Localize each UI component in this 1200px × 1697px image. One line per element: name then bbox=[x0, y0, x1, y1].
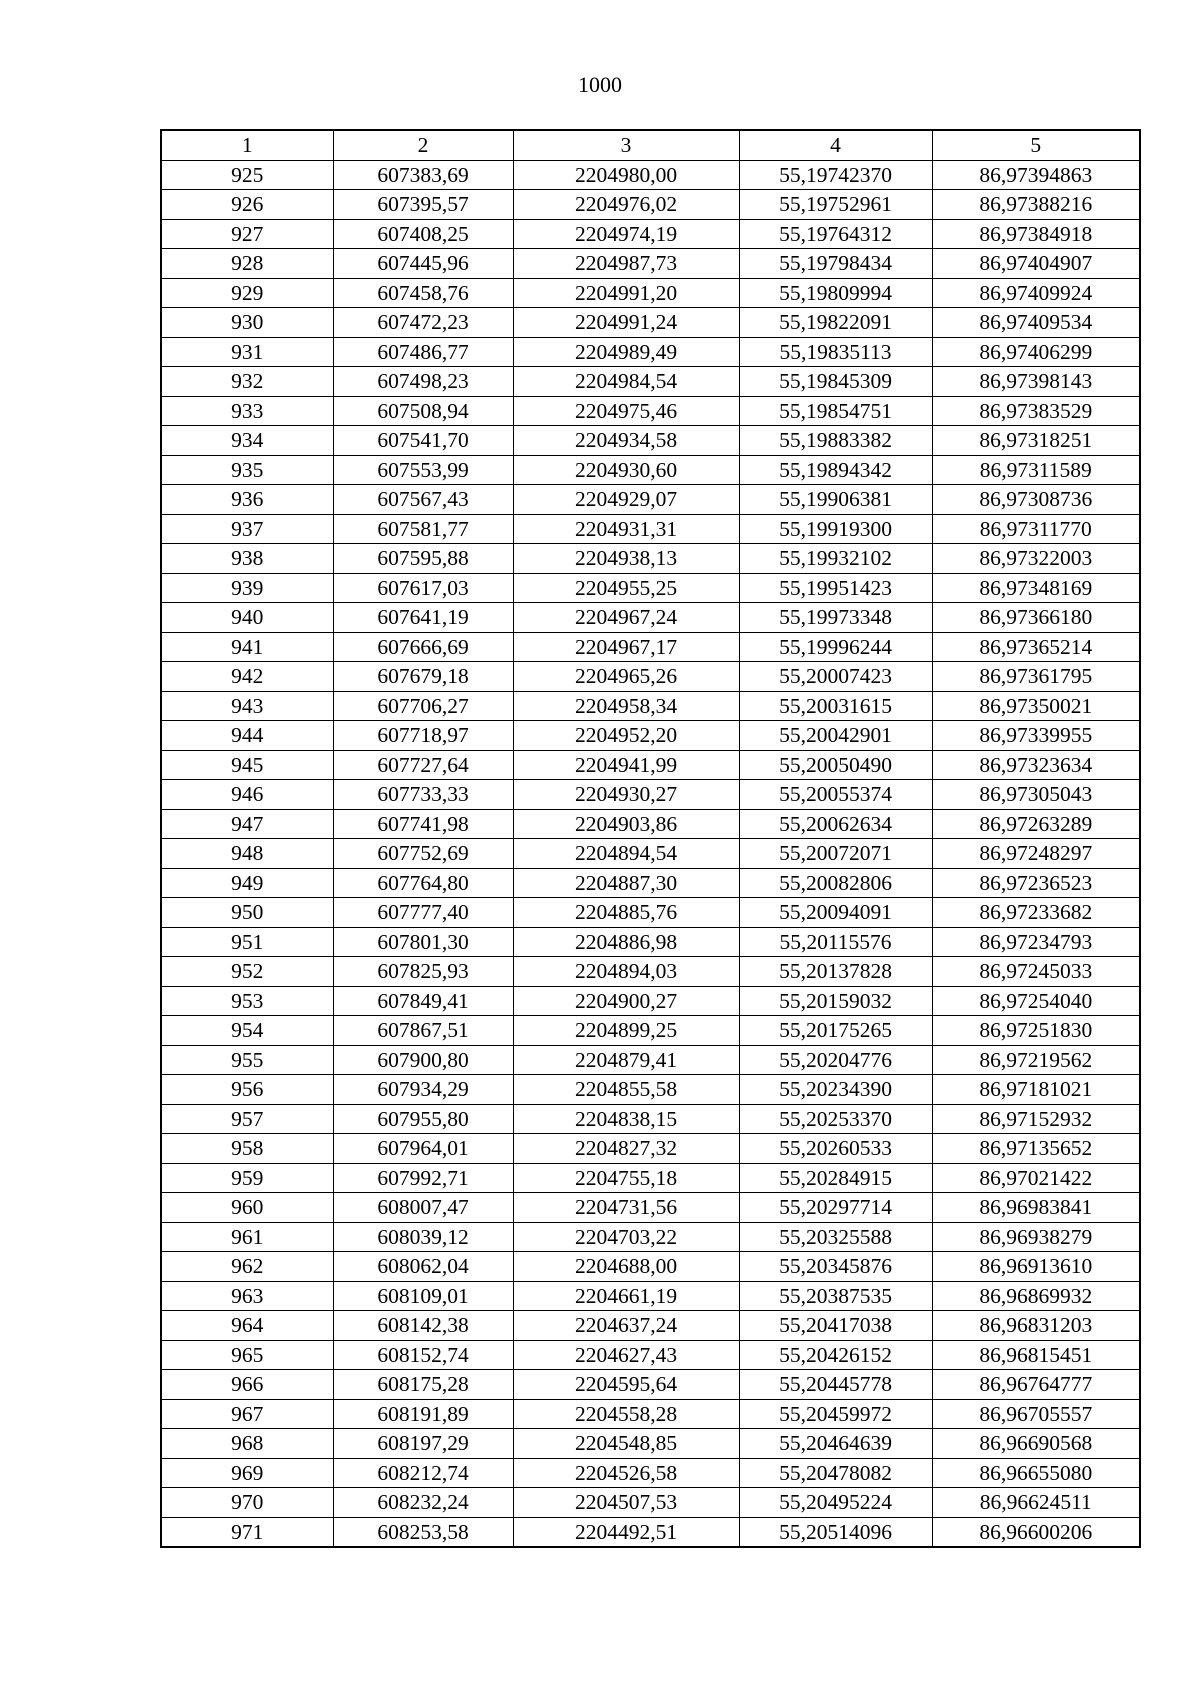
table-cell-col-5: 86,97388216 bbox=[932, 190, 1140, 220]
column-header-2: 2 bbox=[333, 130, 513, 160]
table-row bbox=[161, 1163, 1140, 1193]
table-cell-col-1: 956 bbox=[161, 1075, 333, 1105]
table-row bbox=[161, 1045, 1140, 1075]
table-cell-col-5: 86,96913610 bbox=[932, 1252, 1140, 1282]
table-cell-col-2: 607955,80 bbox=[333, 1104, 513, 1134]
table-cell-col-2: 607741,98 bbox=[333, 809, 513, 839]
table-row bbox=[161, 662, 1140, 692]
table-cell-col-1: 962 bbox=[161, 1252, 333, 1282]
table-cell-col-5: 86,97322003 bbox=[932, 544, 1140, 574]
table-cell-col-2: 607867,51 bbox=[333, 1016, 513, 1046]
table-cell-col-5: 86,97305043 bbox=[932, 780, 1140, 810]
table-row bbox=[161, 691, 1140, 721]
table-cell-col-2: 607752,69 bbox=[333, 839, 513, 869]
table-cell-col-1: 954 bbox=[161, 1016, 333, 1046]
table-cell-col-5: 86,97398143 bbox=[932, 367, 1140, 397]
table-cell-col-3: 2204755,18 bbox=[513, 1163, 739, 1193]
table-cell-col-1: 963 bbox=[161, 1281, 333, 1311]
page-number: 1000 bbox=[578, 72, 622, 97]
table-cell-col-2: 608253,58 bbox=[333, 1517, 513, 1547]
table-row bbox=[161, 544, 1140, 574]
table-cell-col-1: 939 bbox=[161, 573, 333, 603]
table-header bbox=[161, 130, 1140, 160]
table-cell-col-5: 86,97236523 bbox=[932, 868, 1140, 898]
table-row bbox=[161, 632, 1140, 662]
table-cell-col-1: 942 bbox=[161, 662, 333, 692]
table-row bbox=[161, 485, 1140, 515]
table-cell-col-4: 55,20062634 bbox=[739, 809, 932, 839]
table-cell-col-5: 86,96938279 bbox=[932, 1222, 1140, 1252]
table-row bbox=[161, 839, 1140, 869]
table-cell-col-1: 957 bbox=[161, 1104, 333, 1134]
table-cell-col-2: 607964,01 bbox=[333, 1134, 513, 1164]
table-row bbox=[161, 1222, 1140, 1252]
table-cell-col-1: 926 bbox=[161, 190, 333, 220]
table-cell-col-4: 55,20260533 bbox=[739, 1134, 932, 1164]
table-cell-col-2: 608197,29 bbox=[333, 1429, 513, 1459]
table-cell-col-3: 2204492,51 bbox=[513, 1517, 739, 1547]
table-cell-col-4: 55,19906381 bbox=[739, 485, 932, 515]
table-cell-col-3: 2204855,58 bbox=[513, 1075, 739, 1105]
table-cell-col-5: 86,97361795 bbox=[932, 662, 1140, 692]
table-cell-col-4: 55,20115576 bbox=[739, 927, 932, 957]
table-cell-col-5: 86,97318251 bbox=[932, 426, 1140, 456]
table-cell-col-3: 2204929,07 bbox=[513, 485, 739, 515]
table-cell-col-1: 934 bbox=[161, 426, 333, 456]
table-cell-col-4: 55,20159032 bbox=[739, 986, 932, 1016]
table-row bbox=[161, 1252, 1140, 1282]
table-cell-col-3: 2204930,60 bbox=[513, 455, 739, 485]
column-header-4: 4 bbox=[739, 130, 932, 160]
table-cell-col-1: 966 bbox=[161, 1370, 333, 1400]
table-row bbox=[161, 514, 1140, 544]
table-row bbox=[161, 1016, 1140, 1046]
table-cell-col-2: 607666,69 bbox=[333, 632, 513, 662]
column-header-1: 1 bbox=[161, 130, 333, 160]
table-cell-col-1: 947 bbox=[161, 809, 333, 839]
table-cell-col-1: 938 bbox=[161, 544, 333, 574]
table-cell-col-4: 55,20137828 bbox=[739, 957, 932, 987]
table-cell-col-4: 55,20464639 bbox=[739, 1429, 932, 1459]
table-cell-col-2: 607581,77 bbox=[333, 514, 513, 544]
table-cell-col-2: 607498,23 bbox=[333, 367, 513, 397]
table-cell-col-5: 86,97021422 bbox=[932, 1163, 1140, 1193]
table-cell-col-1: 931 bbox=[161, 337, 333, 367]
table-cell-col-3: 2204526,58 bbox=[513, 1458, 739, 1488]
table-cell-col-2: 608212,74 bbox=[333, 1458, 513, 1488]
column-header-3: 3 bbox=[513, 130, 739, 160]
table-row bbox=[161, 1075, 1140, 1105]
table-cell-col-1: 958 bbox=[161, 1134, 333, 1164]
table-cell-col-5: 86,97394863 bbox=[932, 160, 1140, 190]
table-cell-col-3: 2204507,53 bbox=[513, 1488, 739, 1518]
table-body bbox=[161, 160, 1140, 1547]
table-cell-col-3: 2204688,00 bbox=[513, 1252, 739, 1282]
table-cell-col-2: 607764,80 bbox=[333, 868, 513, 898]
table-cell-col-3: 2204955,25 bbox=[513, 573, 739, 603]
table-cell-col-1: 928 bbox=[161, 249, 333, 279]
table-cell-col-1: 952 bbox=[161, 957, 333, 987]
table-cell-col-5: 86,97251830 bbox=[932, 1016, 1140, 1046]
table-row bbox=[161, 1399, 1140, 1429]
table-cell-col-5: 86,97263289 bbox=[932, 809, 1140, 839]
table-cell-col-3: 2204661,19 bbox=[513, 1281, 739, 1311]
table-cell-col-2: 607706,27 bbox=[333, 691, 513, 721]
table-cell-col-1: 959 bbox=[161, 1163, 333, 1193]
table-cell-col-3: 2204827,32 bbox=[513, 1134, 739, 1164]
table-row bbox=[161, 1104, 1140, 1134]
table-cell-col-4: 55,19973348 bbox=[739, 603, 932, 633]
table-cell-col-3: 2204930,27 bbox=[513, 780, 739, 810]
table-cell-col-2: 608232,24 bbox=[333, 1488, 513, 1518]
table-row bbox=[161, 160, 1140, 190]
table-cell-col-5: 86,96600206 bbox=[932, 1517, 1140, 1547]
table-cell-col-2: 607472,23 bbox=[333, 308, 513, 338]
table-cell-col-4: 55,19809994 bbox=[739, 278, 932, 308]
table-cell-col-5: 86,97245033 bbox=[932, 957, 1140, 987]
table-cell-col-1: 970 bbox=[161, 1488, 333, 1518]
table-cell-col-1: 961 bbox=[161, 1222, 333, 1252]
table-row bbox=[161, 721, 1140, 751]
table-row bbox=[161, 426, 1140, 456]
table-cell-col-3: 2204958,34 bbox=[513, 691, 739, 721]
table-cell-col-5: 86,97135652 bbox=[932, 1134, 1140, 1164]
table-cell-col-1: 960 bbox=[161, 1193, 333, 1223]
table-row bbox=[161, 1311, 1140, 1341]
table-cell-col-5: 86,97254040 bbox=[932, 986, 1140, 1016]
table-cell-col-2: 607679,18 bbox=[333, 662, 513, 692]
table-cell-col-2: 607801,30 bbox=[333, 927, 513, 957]
table-cell-col-5: 86,97366180 bbox=[932, 603, 1140, 633]
table-cell-col-2: 607383,69 bbox=[333, 160, 513, 190]
table-cell-col-3: 2204991,24 bbox=[513, 308, 739, 338]
table-row bbox=[161, 1281, 1140, 1311]
table-cell-col-4: 55,20007423 bbox=[739, 662, 932, 692]
table-cell-col-3: 2204885,76 bbox=[513, 898, 739, 928]
table-cell-col-2: 607617,03 bbox=[333, 573, 513, 603]
table-cell-col-3: 2204887,30 bbox=[513, 868, 739, 898]
table-cell-col-4: 55,20031615 bbox=[739, 691, 932, 721]
table-cell-col-2: 608039,12 bbox=[333, 1222, 513, 1252]
table-cell-col-1: 933 bbox=[161, 396, 333, 426]
table-cell-col-4: 55,20297714 bbox=[739, 1193, 932, 1223]
table-cell-col-3: 2204967,17 bbox=[513, 632, 739, 662]
column-header-5: 5 bbox=[932, 130, 1140, 160]
table-cell-col-3: 2204989,49 bbox=[513, 337, 739, 367]
table-cell-col-1: 945 bbox=[161, 750, 333, 780]
table-cell-col-3: 2204934,58 bbox=[513, 426, 739, 456]
table-cell-col-4: 55,19822091 bbox=[739, 308, 932, 338]
table-cell-col-1: 927 bbox=[161, 219, 333, 249]
table-cell-col-5: 86,96705557 bbox=[932, 1399, 1140, 1429]
table-cell-col-3: 2204984,54 bbox=[513, 367, 739, 397]
table-cell-col-4: 55,19894342 bbox=[739, 455, 932, 485]
table-cell-col-1: 968 bbox=[161, 1429, 333, 1459]
table-cell-col-1: 937 bbox=[161, 514, 333, 544]
table-cell-col-1: 953 bbox=[161, 986, 333, 1016]
table-cell-col-5: 86,97308736 bbox=[932, 485, 1140, 515]
table-cell-col-5: 86,97409534 bbox=[932, 308, 1140, 338]
table-cell-col-2: 607934,29 bbox=[333, 1075, 513, 1105]
table-cell-col-2: 607849,41 bbox=[333, 986, 513, 1016]
table-cell-col-3: 2204975,46 bbox=[513, 396, 739, 426]
table-cell-col-4: 55,20082806 bbox=[739, 868, 932, 898]
table-cell-col-3: 2204637,24 bbox=[513, 1311, 739, 1341]
table-cell-col-4: 55,20345876 bbox=[739, 1252, 932, 1282]
table-row bbox=[161, 868, 1140, 898]
table-cell-col-5: 86,97234793 bbox=[932, 927, 1140, 957]
table-cell-col-4: 55,19742370 bbox=[739, 160, 932, 190]
table-row bbox=[161, 1134, 1140, 1164]
table-cell-col-3: 2204965,26 bbox=[513, 662, 739, 692]
table-cell-col-2: 607541,70 bbox=[333, 426, 513, 456]
table-cell-col-4: 55,20325588 bbox=[739, 1222, 932, 1252]
table-cell-col-2: 607595,88 bbox=[333, 544, 513, 574]
table-row bbox=[161, 809, 1140, 839]
table-cell-col-2: 608152,74 bbox=[333, 1340, 513, 1370]
table-cell-col-1: 964 bbox=[161, 1311, 333, 1341]
table-row bbox=[161, 219, 1140, 249]
table-cell-col-3: 2204991,20 bbox=[513, 278, 739, 308]
table-cell-col-3: 2204595,64 bbox=[513, 1370, 739, 1400]
table-cell-col-5: 86,97350021 bbox=[932, 691, 1140, 721]
table-cell-col-5: 86,96815451 bbox=[932, 1340, 1140, 1370]
table-cell-col-5: 86,97152932 bbox=[932, 1104, 1140, 1134]
table-cell-col-4: 55,20055374 bbox=[739, 780, 932, 810]
table-cell-col-4: 55,19798434 bbox=[739, 249, 932, 279]
table-cell-col-5: 86,96983841 bbox=[932, 1193, 1140, 1223]
table-cell-col-5: 86,96764777 bbox=[932, 1370, 1140, 1400]
table-cell-col-3: 2204967,24 bbox=[513, 603, 739, 633]
table-cell-col-5: 86,97365214 bbox=[932, 632, 1140, 662]
table-cell-col-5: 86,97383529 bbox=[932, 396, 1140, 426]
table-row bbox=[161, 927, 1140, 957]
table-row bbox=[161, 1193, 1140, 1223]
table-row bbox=[161, 1370, 1140, 1400]
table-cell-col-3: 2204838,15 bbox=[513, 1104, 739, 1134]
table-row bbox=[161, 750, 1140, 780]
table-row bbox=[161, 573, 1140, 603]
table-cell-col-1: 951 bbox=[161, 927, 333, 957]
table-cell-col-4: 55,19752961 bbox=[739, 190, 932, 220]
table-cell-col-4: 55,20514096 bbox=[739, 1517, 932, 1547]
table-cell-col-1: 967 bbox=[161, 1399, 333, 1429]
table-row bbox=[161, 898, 1140, 928]
table-row bbox=[161, 986, 1140, 1016]
table-cell-col-2: 607727,64 bbox=[333, 750, 513, 780]
table-cell-col-4: 55,19932102 bbox=[739, 544, 932, 574]
table-row bbox=[161, 957, 1140, 987]
table-cell-col-2: 608175,28 bbox=[333, 1370, 513, 1400]
table-cell-col-2: 607395,57 bbox=[333, 190, 513, 220]
table-cell-col-1: 949 bbox=[161, 868, 333, 898]
table-cell-col-4: 55,19845309 bbox=[739, 367, 932, 397]
table-cell-col-5: 86,97348169 bbox=[932, 573, 1140, 603]
table-cell-col-5: 86,97406299 bbox=[932, 337, 1140, 367]
table-cell-col-2: 607408,25 bbox=[333, 219, 513, 249]
table-cell-col-2: 608062,04 bbox=[333, 1252, 513, 1282]
table-cell-col-1: 943 bbox=[161, 691, 333, 721]
table-cell-col-4: 55,20042901 bbox=[739, 721, 932, 751]
table-cell-col-2: 607733,33 bbox=[333, 780, 513, 810]
table-cell-col-4: 55,19996244 bbox=[739, 632, 932, 662]
table-cell-col-4: 55,20459972 bbox=[739, 1399, 932, 1429]
table-cell-col-5: 86,97219562 bbox=[932, 1045, 1140, 1075]
table-cell-col-3: 2204987,73 bbox=[513, 249, 739, 279]
table-cell-col-4: 55,20234390 bbox=[739, 1075, 932, 1105]
table-row bbox=[161, 249, 1140, 279]
table-cell-col-3: 2204952,20 bbox=[513, 721, 739, 751]
table-cell-col-2: 608007,47 bbox=[333, 1193, 513, 1223]
table-cell-col-3: 2204548,85 bbox=[513, 1429, 739, 1459]
table-cell-col-5: 86,97339955 bbox=[932, 721, 1140, 751]
table-cell-col-2: 607458,76 bbox=[333, 278, 513, 308]
table-cell-col-1: 941 bbox=[161, 632, 333, 662]
table-cell-col-2: 607641,19 bbox=[333, 603, 513, 633]
table-row bbox=[161, 190, 1140, 220]
table-cell-col-1: 932 bbox=[161, 367, 333, 397]
table-cell-col-3: 2204931,31 bbox=[513, 514, 739, 544]
table-cell-col-5: 86,96624511 bbox=[932, 1488, 1140, 1518]
table-cell-col-5: 86,96690568 bbox=[932, 1429, 1140, 1459]
table-row bbox=[161, 1458, 1140, 1488]
table-cell-col-4: 55,20094091 bbox=[739, 898, 932, 928]
table-cell-col-3: 2204703,22 bbox=[513, 1222, 739, 1252]
table-cell-col-5: 86,97404907 bbox=[932, 249, 1140, 279]
table-cell-col-4: 55,20478082 bbox=[739, 1458, 932, 1488]
table-cell-col-5: 86,97311770 bbox=[932, 514, 1140, 544]
table-cell-col-2: 607445,96 bbox=[333, 249, 513, 279]
table-cell-col-4: 55,19951423 bbox=[739, 573, 932, 603]
table-cell-col-4: 55,20253370 bbox=[739, 1104, 932, 1134]
table-cell-col-4: 55,20495224 bbox=[739, 1488, 932, 1518]
table-cell-col-3: 2204731,56 bbox=[513, 1193, 739, 1223]
table-cell-col-3: 2204894,54 bbox=[513, 839, 739, 869]
table-cell-col-1: 936 bbox=[161, 485, 333, 515]
table-row bbox=[161, 1340, 1140, 1370]
table-cell-col-3: 2204941,99 bbox=[513, 750, 739, 780]
table-row bbox=[161, 337, 1140, 367]
table-cell-col-5: 86,97181021 bbox=[932, 1075, 1140, 1105]
table-cell-col-4: 55,20204776 bbox=[739, 1045, 932, 1075]
table-cell-col-1: 944 bbox=[161, 721, 333, 751]
table-cell-col-2: 608109,01 bbox=[333, 1281, 513, 1311]
table-cell-col-1: 940 bbox=[161, 603, 333, 633]
table-cell-col-1: 925 bbox=[161, 160, 333, 190]
table-cell-col-3: 2204974,19 bbox=[513, 219, 739, 249]
table-cell-col-4: 55,19764312 bbox=[739, 219, 932, 249]
table-cell-col-2: 607825,93 bbox=[333, 957, 513, 987]
table-cell-col-5: 86,97323634 bbox=[932, 750, 1140, 780]
table-cell-col-4: 55,20417038 bbox=[739, 1311, 932, 1341]
table-cell-col-5: 86,97409924 bbox=[932, 278, 1140, 308]
table-cell-col-5: 86,97384918 bbox=[932, 219, 1140, 249]
table-cell-col-3: 2204886,98 bbox=[513, 927, 739, 957]
table-cell-col-2: 607992,71 bbox=[333, 1163, 513, 1193]
table-cell-col-4: 55,20175265 bbox=[739, 1016, 932, 1046]
table-row bbox=[161, 396, 1140, 426]
table-cell-col-1: 965 bbox=[161, 1340, 333, 1370]
table-cell-col-5: 86,96831203 bbox=[932, 1311, 1140, 1341]
table-cell-col-4: 55,20445778 bbox=[739, 1370, 932, 1400]
table-cell-col-1: 969 bbox=[161, 1458, 333, 1488]
table-cell-col-2: 607486,77 bbox=[333, 337, 513, 367]
table-cell-col-5: 86,96869932 bbox=[932, 1281, 1140, 1311]
table-cell-col-3: 2204894,03 bbox=[513, 957, 739, 987]
table-row bbox=[161, 455, 1140, 485]
table-cell-col-5: 86,97311589 bbox=[932, 455, 1140, 485]
coordinates-table bbox=[160, 129, 1141, 1548]
table-row bbox=[161, 1429, 1140, 1459]
table-cell-col-1: 950 bbox=[161, 898, 333, 928]
table-cell-col-2: 607567,43 bbox=[333, 485, 513, 515]
table-cell-col-3: 2204899,25 bbox=[513, 1016, 739, 1046]
table-cell-col-4: 55,20072071 bbox=[739, 839, 932, 869]
table-cell-col-3: 2204903,86 bbox=[513, 809, 739, 839]
table-cell-col-1: 929 bbox=[161, 278, 333, 308]
table-row bbox=[161, 780, 1140, 810]
header-row bbox=[161, 130, 1140, 160]
table-cell-col-5: 86,97248297 bbox=[932, 839, 1140, 869]
table-cell-col-2: 607718,97 bbox=[333, 721, 513, 751]
table-row bbox=[161, 1517, 1140, 1547]
table-cell-col-2: 607553,99 bbox=[333, 455, 513, 485]
table-cell-col-5: 86,97233682 bbox=[932, 898, 1140, 928]
table-row bbox=[161, 278, 1140, 308]
table-cell-col-1: 955 bbox=[161, 1045, 333, 1075]
table-cell-col-3: 2204900,27 bbox=[513, 986, 739, 1016]
table-cell-col-4: 55,19835113 bbox=[739, 337, 932, 367]
table-row bbox=[161, 1488, 1140, 1518]
table-cell-col-4: 55,20050490 bbox=[739, 750, 932, 780]
table-cell-col-2: 607900,80 bbox=[333, 1045, 513, 1075]
table-cell-col-4: 55,19919300 bbox=[739, 514, 932, 544]
table-cell-col-1: 946 bbox=[161, 780, 333, 810]
table-cell-col-1: 930 bbox=[161, 308, 333, 338]
table-cell-col-4: 55,20284915 bbox=[739, 1163, 932, 1193]
table-cell-col-3: 2204879,41 bbox=[513, 1045, 739, 1075]
table-row bbox=[161, 367, 1140, 397]
table-cell-col-1: 971 bbox=[161, 1517, 333, 1547]
table-cell-col-2: 608191,89 bbox=[333, 1399, 513, 1429]
table-cell-col-3: 2204627,43 bbox=[513, 1340, 739, 1370]
table-cell-col-2: 608142,38 bbox=[333, 1311, 513, 1341]
table-cell-col-4: 55,19883382 bbox=[739, 426, 932, 456]
table-cell-col-1: 948 bbox=[161, 839, 333, 869]
table-cell-col-3: 2204976,02 bbox=[513, 190, 739, 220]
table-cell-col-4: 55,20426152 bbox=[739, 1340, 932, 1370]
table-cell-col-1: 935 bbox=[161, 455, 333, 485]
table-cell-col-3: 2204980,00 bbox=[513, 160, 739, 190]
table-row bbox=[161, 308, 1140, 338]
table-cell-col-3: 2204558,28 bbox=[513, 1399, 739, 1429]
table-cell-col-3: 2204938,13 bbox=[513, 544, 739, 574]
table-cell-col-4: 55,19854751 bbox=[739, 396, 932, 426]
table-cell-col-2: 607777,40 bbox=[333, 898, 513, 928]
table-cell-col-4: 55,20387535 bbox=[739, 1281, 932, 1311]
table-cell-col-5: 86,96655080 bbox=[932, 1458, 1140, 1488]
table-cell-col-2: 607508,94 bbox=[333, 396, 513, 426]
table-row bbox=[161, 603, 1140, 633]
